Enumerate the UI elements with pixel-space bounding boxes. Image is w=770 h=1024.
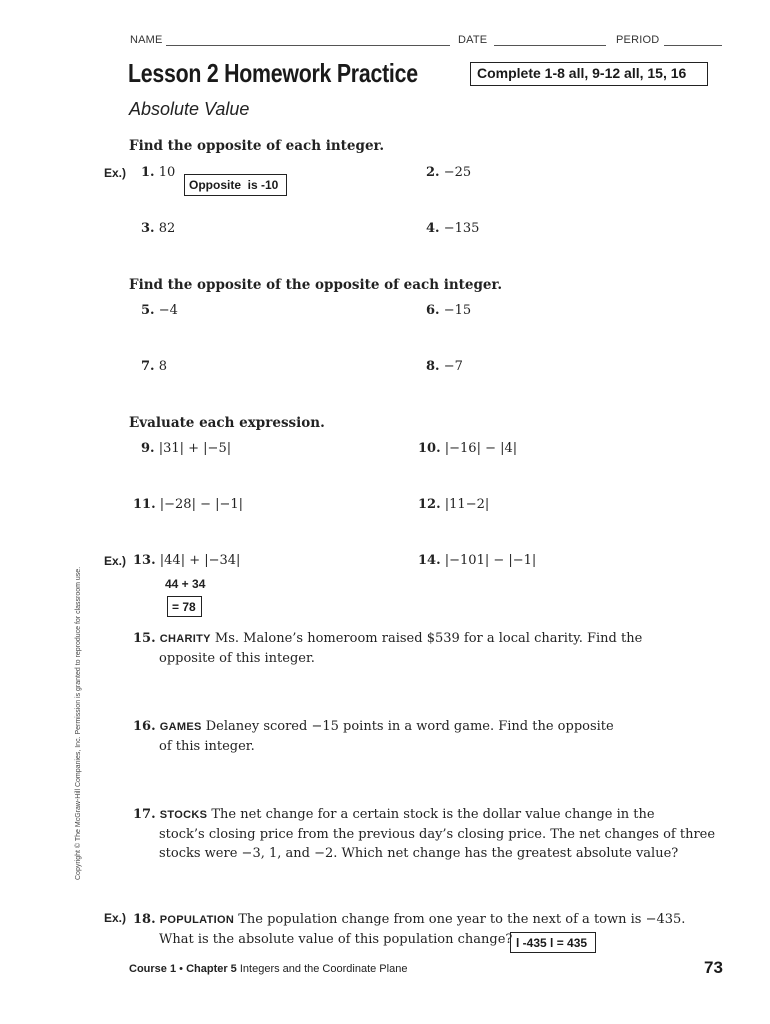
problem-12: 12. |11−2| [418,497,490,512]
problem-13: 13. |44| + |−34| [133,553,241,568]
example-label: Ex.) [104,554,127,568]
section-heading-evaluate: Evaluate each expression. [129,415,325,431]
section-heading-opposite: Find the opposite of each integer. [129,138,385,154]
page-number: 73 [704,958,723,977]
footer [129,963,407,975]
date-field[interactable] [494,45,606,46]
problem-15: 15. CHARITY Ms. Malone’s homeroom raised $539 for a local charity. Find the opposite of this integer. [133,631,643,666]
copyright-notice: Copyright © The McGraw-Hill Companies, Inc. Permission is granted to reproduce for classroom use. [75,566,82,880]
problem-10: 10. |−16| − |4| [418,441,518,456]
name-field[interactable] [166,45,450,46]
date-label: DATE [458,34,488,46]
section-heading-opposite-of-opposite: Find the opposite of the opposite of each integer. [129,277,503,293]
assignment-note: Complete 1-8 all, 9-12 all, 15, 16 [470,62,708,86]
problem-11: 11. |−28| − |−1| [133,497,244,512]
page-title: Lesson 2 Homework Practice [128,58,418,88]
problem-18: 18. POPULATION The population change from one year to the next of a town is −435. What is the absolute value of this population change? [133,912,686,947]
problem-17: 17. STOCKS The net change for a certain stock is the dollar value change in the stock’s closing price from the previous day’s closing price. The net changes of three stocks were −3, 1, and −2. Which net change has the greatest absolute value? [133,807,716,861]
answer-box-13: = 78 [167,596,202,617]
work-13: 44 + 34 [165,577,206,591]
name-label: NAME [130,34,163,46]
problem-6: 6. −15 [426,303,472,318]
period-label: PERIOD [616,34,660,46]
problem-3: 3. 82 [141,221,176,236]
problem-7: 7. 8 [141,359,167,374]
answer-box-18: l -435 l = 435 [510,932,596,953]
problem-9: 9. |31| + |−5| [141,441,232,456]
period-field[interactable] [664,45,722,46]
page-subtitle: Absolute Value [129,99,250,119]
problem-8: 8. −7 [426,359,463,374]
footer-bullet: • [179,963,183,975]
problem-16: 16. GAMES Delaney scored −15 points in a word game. Find the opposite of this integer. [133,719,614,754]
footer-course: Course 1 [129,963,177,975]
problem-1: 1. 10 [141,165,176,180]
footer-chapter: Chapter 5 [186,963,237,975]
footer-chapter-title: Integers and the Coordinate Plane [239,963,408,975]
example-label: Ex.) [104,911,127,925]
example-label: Ex.) [104,166,127,180]
problem-2: 2. −25 [426,165,472,180]
answer-box-1: Opposite is -10 [184,174,287,196]
problem-4: 4. −135 [426,221,480,236]
problem-14: 14. |−101| − |−1| [418,553,537,568]
problem-5: 5. −4 [141,303,178,318]
